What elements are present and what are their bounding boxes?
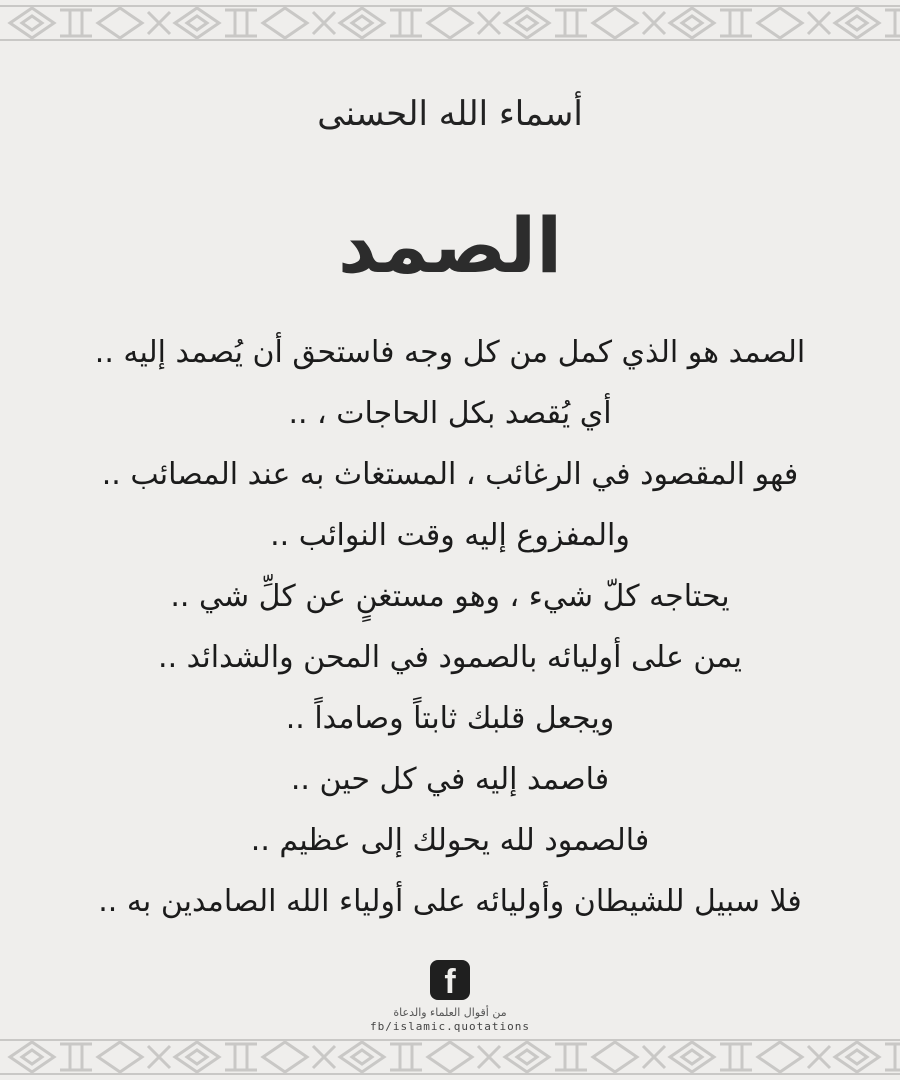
quote-line: فالصمود لله يحولك إلى عظيم .. — [250, 823, 650, 858]
quote-body — [40, 322, 860, 932]
quote-line: يحتاجه كلّ شيء ، وهو مستغنٍ عن كلِّ شي .. — [170, 579, 730, 614]
quote-line: والمفزوع إليه وقت النوائب .. — [270, 518, 630, 553]
bottom-decorative-border — [0, 1034, 900, 1080]
quote-line: يمن على أوليائه بالصمود في المحن والشدائد .. — [158, 640, 742, 675]
facebook-glyph: f — [444, 963, 456, 1001]
quote-line: أي يُقصد بكل الحاجات ، .. — [288, 396, 612, 431]
quote-line: فهو المقصود في الرغائب ، المستغاث به عند المصائب .. — [101, 457, 799, 492]
quote-line: فلا سبيل للشيطان وأوليائه على أولياء الله الصامدين به .. — [98, 884, 802, 919]
quote-line: ويجعل قلبك ثابتاً وصامداً .. — [285, 701, 615, 736]
footer — [0, 960, 900, 1033]
quote-line: الصمد هو الذي كمل من كل وجه فاستحق أن يُصمد إليه .. — [94, 335, 806, 370]
facebook-handle[interactable]: fb/islamic.quotations — [369, 1020, 531, 1033]
quote-line: فاصمد إليه في كل حين .. — [290, 762, 610, 797]
calligraphy-title: أسماء الله الحسنى — [317, 94, 583, 134]
header — [0, 96, 900, 133]
facebook-icon[interactable] — [430, 960, 470, 1000]
source-text: من أقوال العلماء والدعاة — [393, 1006, 507, 1019]
top-decorative-border — [0, 0, 900, 46]
divine-name-title: الصمد — [337, 201, 563, 290]
